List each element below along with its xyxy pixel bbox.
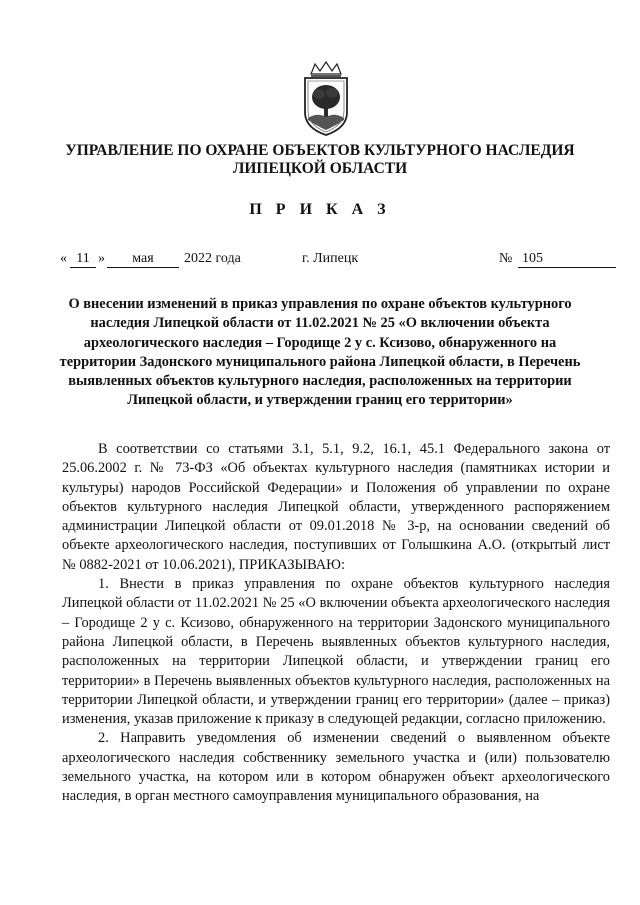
date-line [0,251,640,271]
paragraph-preamble: В соответствии со статьями 3.1, 5.1, 9.2, 16.1, 45.1 Федерального закона от 25.06.2002 г. № 73-ФЗ «Об объектах культурного наследия (памятниках истории и культуры) народов Российской Федерации» и Положения об управлении по охране объектов культурного наследия Липецкой области, утвержденного распоряжением администрации Липецкой области от 09.01.2018 № 3-р, на основании сведений об объекте археологического наследия, поступивших от Голышкина А.О. (открытый лист № 0882-2021 от 10.06.2021), ПРИКАЗЫВАЮ: [62,441,610,573]
org-line-2: ЛИПЕЦКОЙ ОБЛАСТИ [232,160,408,177]
paragraph-item-2: 2. Направить уведомления об изменении сведений о выявленном объекте археологического наследия собственнику земельного участка и (или) пользователю земельного участка, на котором или в котором обнаружен объект археологического наследия, в орган местного самоуправления муниципального образования, на [62,730,610,805]
organization-name [40,142,600,178]
number-field: 105 [518,251,616,268]
day-field: 11 [70,251,96,268]
document-body [62,440,610,807]
city-text: г. Липецк [302,251,359,266]
paragraph-item-1: 1. Внести в приказ управления по охране объектов культурного наследия Липецкой области от 11.02.2021 № 25 «О включении объекта археологического наследия – Городище 2 у с. Ксизово, обнаруженного на территории Задонского муниципального района Липецкой области, в Перечень выявленных объектов культурного наследия, расположенных на территории Липецкой области, и утверждении границ его территории» в Перечень выявленных объектов культурного наследия, расположенных на территории Липецкой области, и утверждении границ его территории» (далее – приказ) изменения, указав приложение к приказу в следующей редакции, согласно приложению. [62,576,610,728]
org-line-1: УПРАВЛЕНИЕ ПО ОХРАНЕ ОБЪЕКТОВ КУЛЬТУРНОГО НАСЛЕДИЯ [65,142,575,159]
document-title: О внесении изменений в приказ управления по охране объектов культурного наследия Липецкой области от 11.02.2021 № 25 «О включении объекта археологического наследия – Городище 2 у с. Ксизово, обнаруженного на территории Задонского муниципального района Липецкой области, в Перечень выявленных объектов культурного наследия, расположенных на территории Липецкой области, и утверждении границ его территории» [59,296,581,409]
year-text: 2022 года [184,251,241,266]
coat-of-arms-icon [297,60,355,138]
document-type: П Р И К А З [249,201,391,218]
quote-open: « [60,251,67,266]
number-sign: № [499,251,513,266]
month-field: мая [107,251,179,268]
quote-close: » [98,251,105,266]
